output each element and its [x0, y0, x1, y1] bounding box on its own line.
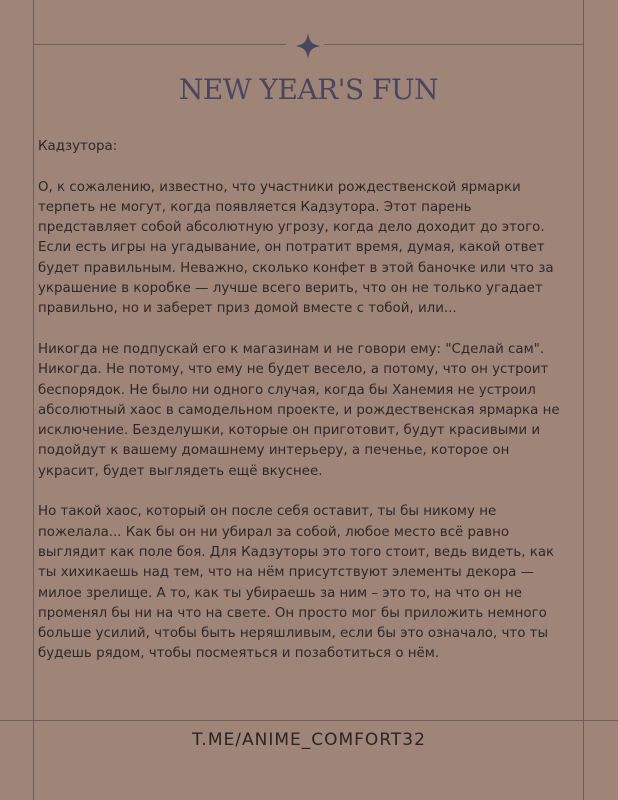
footer-divider [0, 720, 618, 721]
top-divider-right [324, 44, 583, 45]
paragraph-1: О, к сожалению, известно, что участники рождественской ярмарки терпеть не могут, когда появляется Кадзутора. Этот парень представляет собой абсолютную угрозу, когда дело доходит до этого. Если есть игры на угадывание, он потратит время, думая, какой ответ будет правильным. Неважно, сколько конфет в этой баночке или что за украшение в коробке — лучше всего верить, что он не только угадает правильно, но и заберет приз домой вместе с тобой, или... [38, 179, 554, 317]
character-heading: Кадзутора: [38, 139, 118, 154]
paragraph-3: Но такой хаос, который он после себя оставит, ты бы никому не пожелала... Как бы он ни убирал за собой, любое место всё равно выглядит как поле боя. Для Кадзуторы это того стоит, ведь видеть, как ты хихикаешь над тем, что на нём присутствуют элементы декора — милое зрелище. А то, как ты убираешь за ним – это то, на что он не променял бы ни на что на свете. Он просто мог бы приложить немного больше усилий, чтобы быть неряшливым, если бы это означало, что ты будешь рядом, чтобы посмеяться и позаботиться о нём. [38, 504, 555, 662]
four-point-star-icon [293, 31, 323, 61]
paragraph-2: Никогда не подпускай его к магазинам и не говори ему: "Сделай сам". Никогда. Не потому, что ему не будет весело, а потому, что он устроит беспорядок. Не было ни одного случая, когда бы Ханемия не устроил абсолютный хаос в самодельном проекте, и рождественская ярмарка не исключение. Безделушки, которые он приготовит, будут красивыми и подойдут к вашему домашнему интерьеру, а печенье, которое он украсит, будет выглядеть ещё вкуснее. [38, 341, 560, 479]
channel-footer: T.ME/ANIME_COMFORT32 [192, 730, 426, 750]
page-title: NEW YEAR'S FUN [178, 73, 439, 106]
right-border-line [583, 0, 584, 800]
left-border-line [33, 0, 34, 800]
story-content [38, 137, 574, 685]
top-divider-left [33, 44, 286, 45]
